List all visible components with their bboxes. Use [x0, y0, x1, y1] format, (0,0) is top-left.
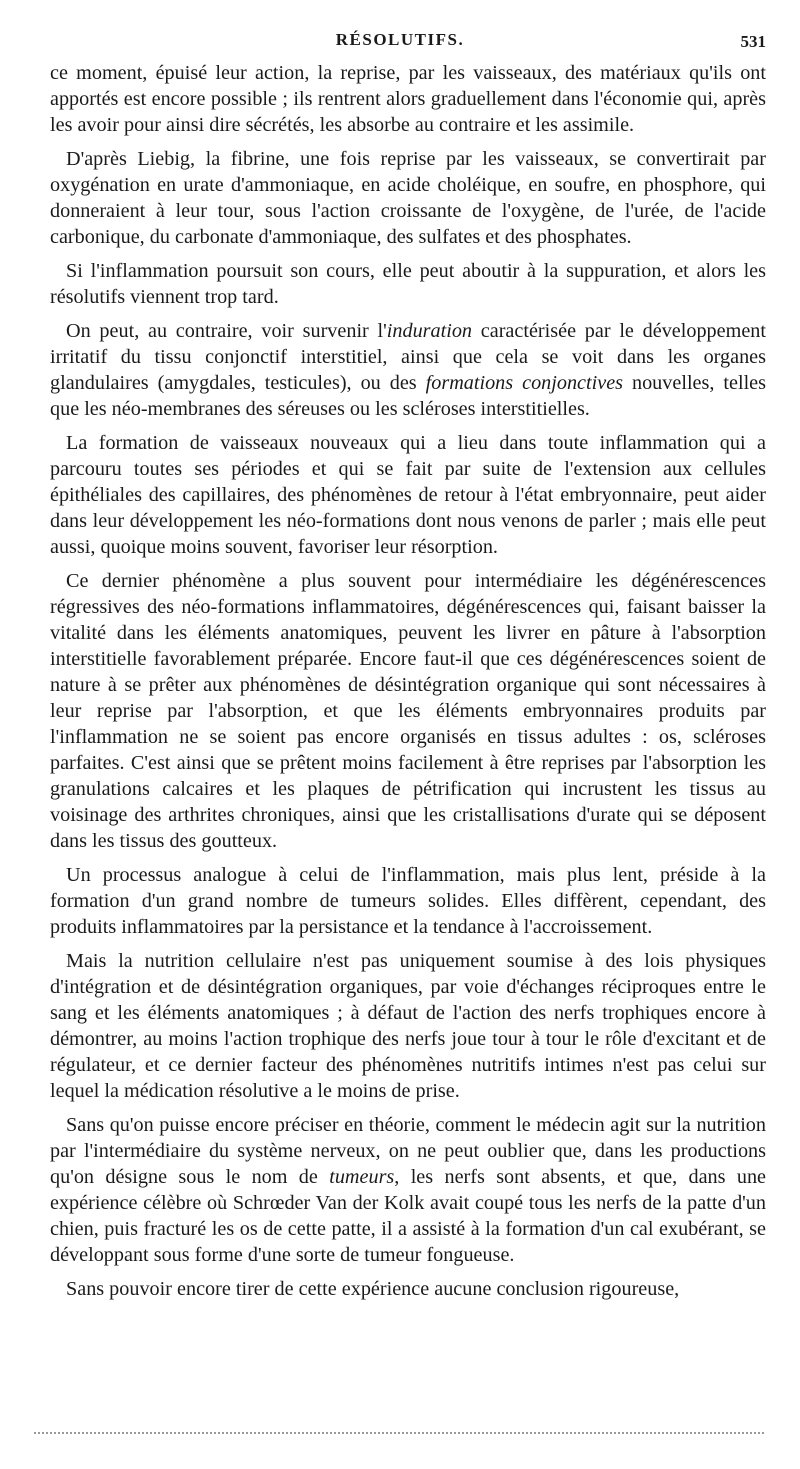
paragraph-7: Un processus analogue à celui de l'inflammation, mais plus lent, préside à la formation d'un grand nombre de tumeurs solides. Elles diffèrent, cependant, des produits inflammatoires par la persistance et la tendance à l'accroissement. [50, 864, 766, 938]
paragraph-4-text-c: nouvelles, telles que les néo-membranes des séreuses ou les scléroses interstitielles. [50, 372, 766, 420]
running-head [0, 30, 800, 56]
paragraph-1: ce moment, épuisé leur action, la reprise, par les vaisseaux, des matériaux qu'ils ont apportés est encore possible ; ils rentrent alors graduellement dans l'économie qui, après les avoir pour ainsi dire sécrétés, les absorbe au contraire et les assimile. [50, 62, 766, 136]
paragraph-4-text-a: On peut, au contraire, voir survenir l' [66, 320, 387, 342]
paragraph-9-italic-tumeurs: tumeurs [329, 1166, 395, 1188]
running-title: RÉSOLUTIFS. [335, 30, 465, 49]
footer-dotted-rule [34, 1432, 764, 1434]
paragraph-8: Mais la nutrition cellulaire n'est pas uniquement soumise à des lois physiques d'intégration et de désintégration organiques, par voie d'échanges réciproques entre le sang et les éléments anatomiques ; à défaut de l'action des nerfs trophiques encore à démontrer, au moins l'action trophique des nerfs joue tour à tour le rôle d'excitant et de régulateur, et ce dernier facteur des phénomènes nutritifs intimes n'est pas celui sur lequel la médication résolutive a le moins de prise. [50, 950, 766, 1102]
paragraph-2: D'après Liebig, la fibrine, une fois reprise par les vaisseaux, se convertirait par oxygénation en urate d'ammoniaque, en acide choléique, en soufre, en phosphore, qui donneraient à leur tour, sous l'action croissante de l'oxygène, de l'urée, de l'acide carbonique, du carbonate d'ammoniaque, des sulfates et des phosphates. [50, 148, 766, 248]
paragraph-6: Ce dernier phénomène a plus souvent pour intermédiaire les dégénérescences régressives des néo-formations inflammatoires, dégénérescences qui, faisant baisser la vitalité dans les éléments anatomiques, peuvent les livrer en pâture à l'absorption interstitielle favorablement préparée. Encore faut-il que ces dégénérescences soient de nature à se prêter aux phénomènes de désintégration organique qui sont nécessaires à leur reprise par l'absorption, et que les éléments embryonnaires produits par l'inflammation ne se soient pas encore organisés en tissus adultes : os, scléroses parfaites. C'est ainsi que se prêtent moins facilement à être reprises par l'absorption les granulations calcaires et les plaques de pétrification qui incrustent les tissus au voisinage des arthrites chroniques, ainsi que les cristallisations d'urate qui se déposent dans les tissus des goutteux. [50, 570, 766, 852]
paragraph-3: Si l'inflammation poursuit son cours, elle peut aboutir à la suppuration, et alors les résolutifs viennent trop tard. [50, 260, 766, 308]
paragraph-9 [50, 1112, 766, 1268]
paragraph-9-text-b: , les nerfs sont absents, et que, dans une expérience célèbre où Schrœder Van der Kolk avait coupé tous les nerfs de la patte d'un chien, puis fracturé les os de cette patte, il a assisté à la formation d'un cal exubérant, se développant sous forme d'une sorte de tumeur fongueuse. [50, 1166, 767, 1266]
page-number: 531 [740, 32, 766, 51]
paragraph-4-italic-induration: induration [386, 320, 473, 342]
paragraph-9-text-a: Sans qu'on puisse encore préciser en théorie, comment le médecin agit sur la nutrition par l'intermédiaire du système nerveux, on ne peut oublier que, dans les productions qu'on désigne sous le nom de [50, 1114, 766, 1188]
paragraph-4 [50, 318, 766, 422]
body-text [50, 60, 766, 1310]
paragraph-5: La formation de vaisseaux nouveaux qui a lieu dans toute inflammation qui a parcouru toutes ses périodes et qui se fait par suite de l'extension aux cellules épithéliales des capillaires, des phénomènes de retour à l'état embryonnaire, peut aider dans leur développement les néo-formations dont nous venons de parler ; mais elle peut aussi, quoique moins souvent, favoriser leur résorption. [50, 432, 766, 558]
paragraph-10: Sans pouvoir encore tirer de cette expérience aucune conclusion rigoureuse, [66, 1278, 680, 1300]
paragraph-4-text-b: caractérisée par le développement irritatif du tissu conjonctif interstitiel, ainsi que cela se voit dans les organes glandulaires (amygdales, testicules), ou des [50, 320, 766, 394]
paragraph-4-italic-formations: formations conjonctives [425, 372, 624, 394]
